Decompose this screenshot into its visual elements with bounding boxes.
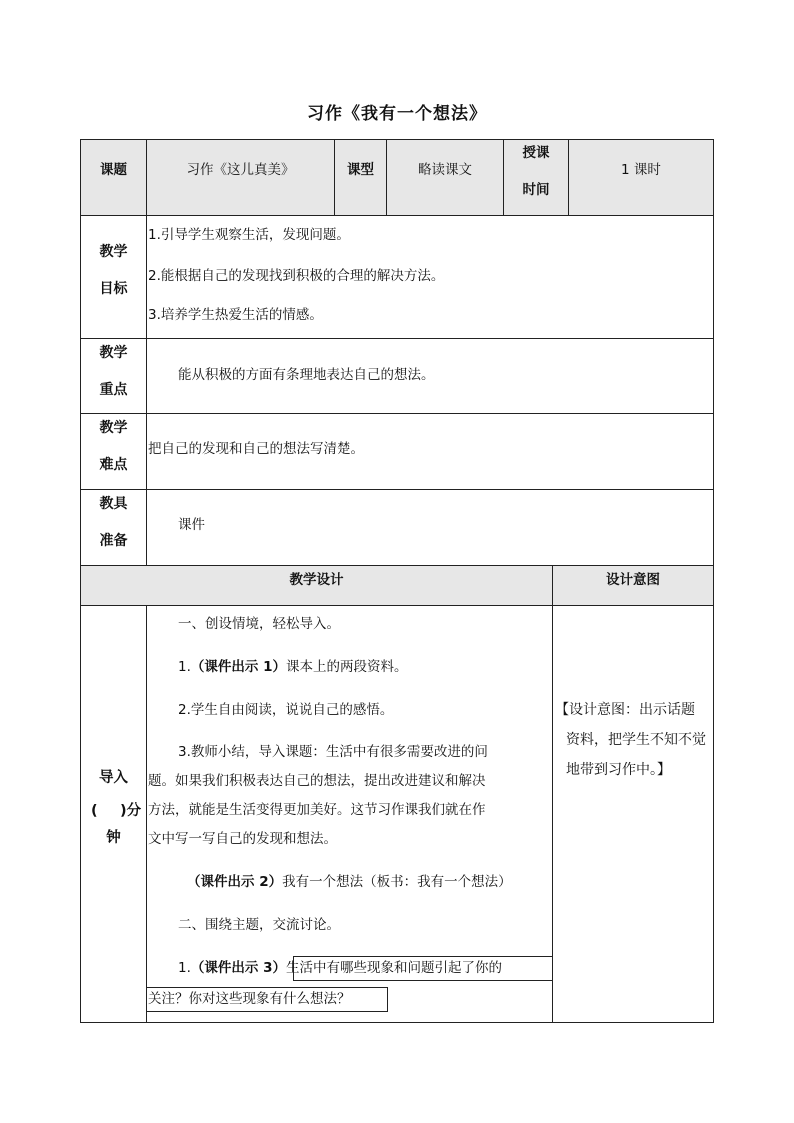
- item-5-boxed-line1: 生活中有哪些现象和问题引起了你的: [285, 960, 502, 976]
- item-3-line: 文中写一写自己的发现和想法。: [148, 831, 337, 847]
- key-points-text: 能从积极的方面有条理地表达自己的想法。: [178, 367, 435, 383]
- objective-item: 2.能根据自己的发现找到积极的合理的解决方法。: [148, 268, 445, 284]
- design-column-divider: [552, 565, 553, 1023]
- label-column-divider: [146, 139, 147, 566]
- row-divider: [80, 215, 714, 216]
- table-border-top: [80, 139, 714, 140]
- difficulties-label-line2: 难点: [99, 457, 128, 473]
- item-3-line: 题。如果我们积极表达自己的想法，提出改进建议和解决: [148, 773, 486, 789]
- objective-item: 1.引导学生观察生活，发现问题。: [148, 227, 350, 243]
- label-column-divider: [146, 605, 147, 1023]
- objectives-label-line2: 目标: [99, 281, 128, 297]
- topic-label: 课题: [100, 162, 127, 178]
- time-label-line2: 时间: [522, 182, 550, 198]
- materials-text: 课件: [178, 517, 205, 533]
- row-divider: [80, 489, 714, 490]
- table-border-bottom: [80, 1022, 714, 1023]
- document-title: 习作《我有一个想法》: [307, 104, 487, 124]
- difficulties-label-line1: 教学: [99, 420, 128, 436]
- key-points-label-line1: 教学: [99, 345, 128, 361]
- type-value: 略读课文: [418, 162, 472, 178]
- step-heading: 二、围绕主题，交流讨论。: [178, 917, 340, 933]
- row-divider: [80, 565, 714, 566]
- time-value: 1 课时: [621, 162, 661, 178]
- intro-label-open-paren: (: [91, 803, 98, 819]
- objectives-label-line1: 教学: [99, 244, 128, 260]
- intro-label-close-paren: )分: [120, 803, 142, 819]
- item-1-rest: 课本上的两段资料。: [285, 659, 408, 675]
- item-3-line: 3.教师小结，导入课题：生活中有很多需要改进的问: [178, 744, 488, 760]
- row-divider: [80, 605, 714, 606]
- item-5-prefix: 1.: [178, 960, 191, 976]
- item-4: [187, 872, 512, 892]
- objective-item: 3.培养学生热爱生活的情感。: [148, 307, 323, 323]
- step-heading: 一、创设情境，轻松导入。: [178, 616, 340, 632]
- item-4-bold: （课件出示 2）: [187, 874, 283, 890]
- design-intent-line: 资料，把学生不知不觉: [566, 732, 706, 748]
- item-5-bold: （课件出示 3）: [190, 960, 286, 976]
- row-divider: [80, 413, 714, 414]
- row-divider: [80, 338, 714, 339]
- design-intent-header: 设计意图: [606, 572, 660, 588]
- item-3-line: 方法，就能是生活变得更加美好。这节习作课我们就在作: [148, 802, 486, 818]
- item-5-boxed-line2: 关注？你对这些现象有什么想法？: [148, 991, 351, 1007]
- item-5: [178, 958, 502, 978]
- materials-label-line2: 准备: [99, 533, 128, 549]
- intro-label-line3: 钟: [106, 830, 121, 846]
- time-label-line1: 授课: [522, 145, 550, 161]
- design-intent-line: 地带到习作中。】: [566, 762, 671, 778]
- table-border-right: [713, 139, 714, 1023]
- teaching-design-header: 教学设计: [289, 572, 344, 588]
- intro-label-line1: 导入: [99, 770, 128, 786]
- topic-value: 习作《这儿真美》: [186, 162, 295, 178]
- item-1: [178, 657, 407, 677]
- design-intent-line: 【设计意图：出示话题: [555, 702, 695, 718]
- item-1-bold: （课件出示 1）: [190, 659, 286, 675]
- materials-label-line1: 教具: [99, 496, 128, 512]
- item-1-prefix: 1.: [178, 659, 191, 675]
- key-points-label-line2: 重点: [99, 382, 128, 398]
- item-2: 2.学生自由阅读，说说自己的感悟。: [178, 702, 394, 718]
- type-label: 课型: [347, 162, 374, 178]
- item-4-rest: 我有一个想法（板书：我有一个想法）: [282, 874, 512, 890]
- difficulties-text: 把自己的发现和自己的想法写清楚。: [148, 441, 364, 457]
